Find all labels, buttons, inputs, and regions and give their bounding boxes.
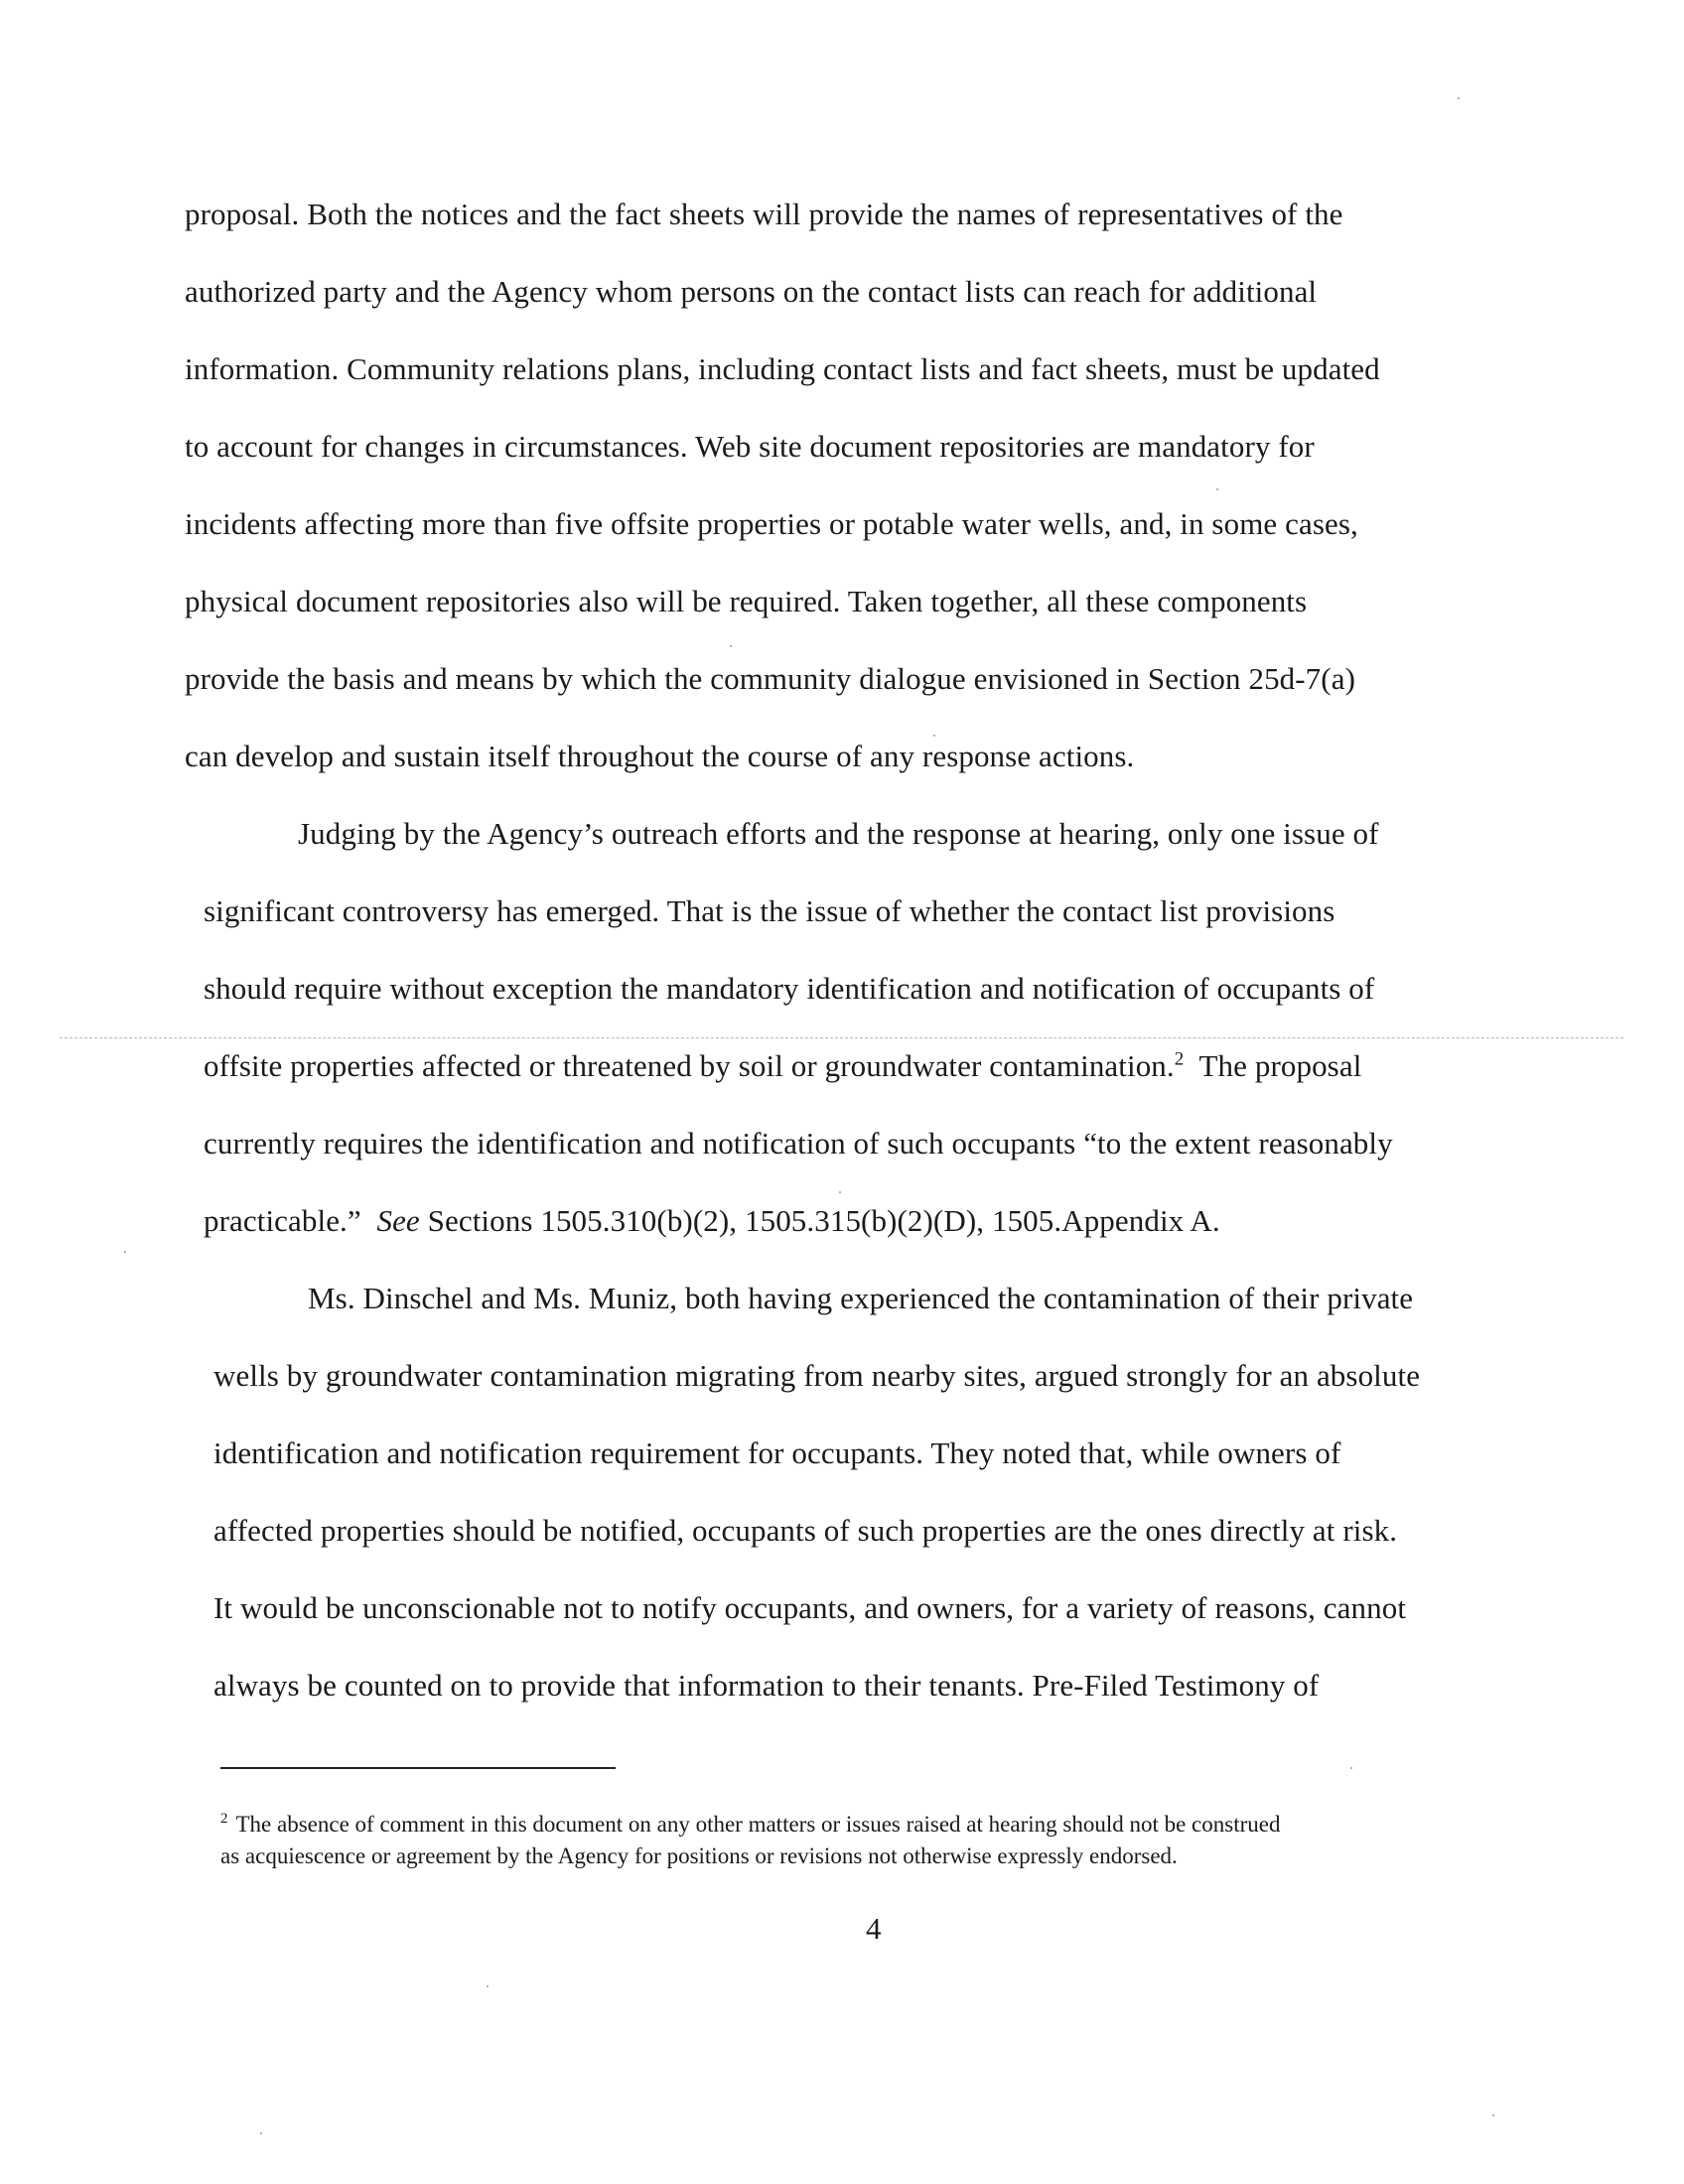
body-text-line: currently requires the identification and notification of such occupants “to the extent reasonably bbox=[204, 1126, 1393, 1160]
scan-speck bbox=[487, 1985, 489, 1987]
body-text-line: authorized party and the Agency whom persons on the contact lists can reach for additional bbox=[185, 274, 1318, 309]
footnote-number: 2 bbox=[220, 1811, 228, 1828]
body-text-segment: The proposal bbox=[1184, 1048, 1362, 1083]
scan-speck bbox=[124, 1251, 126, 1253]
body-text-line: can develop and sustain itself throughout the course of any response actions. bbox=[185, 739, 1135, 773]
footnote bbox=[220, 1809, 1511, 1872]
body-text-line: proposal. Both the notices and the fact sheets will provide the names of representatives of the bbox=[185, 197, 1343, 231]
scan-speck bbox=[730, 645, 732, 647]
body-text-segment: practicable.” bbox=[204, 1203, 377, 1238]
body-text-segment: Sections 1505.310(b)(2), 1505.315(b)(2)(D), 1505.Appendix A. bbox=[419, 1203, 1220, 1238]
body-text-line: should require without exception the mandatory identification and notification of occupants of bbox=[204, 971, 1375, 1006]
scan-speck bbox=[260, 2132, 262, 2134]
body-text-line: information. Community relations plans, including contact lists and fact sheets, must be updated bbox=[185, 351, 1380, 386]
scan-speck bbox=[1216, 488, 1218, 490]
body-text-segment: offsite properties affected or threatened by soil or groundwater contamination. bbox=[204, 1048, 1175, 1083]
footnote-line bbox=[220, 1809, 1511, 1841]
page-number: 4 bbox=[866, 1911, 882, 1946]
scan-speck bbox=[1492, 2115, 1494, 2116]
body-text-line: It would be unconscionable not to notify occupants, and owners, for a variety of reasons, cannot bbox=[213, 1590, 1407, 1625]
body-text-line: physical document repositories also will be required. Taken together, all these components bbox=[185, 584, 1308, 618]
body-text-line: Ms. Dinschel and Ms. Muniz, both having experienced the contamination of their private bbox=[308, 1281, 1414, 1315]
body-text-line: identification and notification requirement for occupants. They noted that, while owners of bbox=[213, 1435, 1341, 1470]
footnote-reference: 2 bbox=[1174, 1048, 1185, 1070]
footnote-line: as acquiescence or agreement by the Agency for positions or revisions not otherwise expressly endorsed. bbox=[220, 1843, 1178, 1868]
body-text-line: always be counted on to provide that information to their tenants. Pre-Filed Testimony of bbox=[213, 1668, 1320, 1703]
body-text-line: Judging by the Agency’s outreach efforts and the response at hearing, only one issue of bbox=[298, 816, 1379, 851]
body-text-line bbox=[204, 1048, 1361, 1084]
footnote-text: The absence of comment in this document on any other matters or issues raised at hearing should not be construed bbox=[235, 1812, 1281, 1837]
scan-artifact-line bbox=[60, 1037, 1623, 1038]
body-text-line: significant controversy has emerged. That is the issue of whether the contact list provisions bbox=[204, 893, 1335, 928]
scan-speck bbox=[933, 735, 935, 737]
scan-speck bbox=[1350, 1767, 1352, 1769]
body-text-line: wells by groundwater contamination migrating from nearby sites, argued strongly for an absolute bbox=[213, 1358, 1421, 1393]
scan-speck bbox=[1458, 97, 1460, 99]
body-text-line bbox=[204, 1203, 1220, 1239]
body-text-line: incidents affecting more than five offsite properties or potable water wells, and, in some cases, bbox=[185, 506, 1358, 541]
scan-speck bbox=[839, 1191, 841, 1193]
body-text-line: provide the basis and means by which the community dialogue envisioned in Section 25d-7(a) bbox=[185, 661, 1355, 696]
citation-signal: See bbox=[376, 1203, 420, 1238]
body-text-line: affected properties should be notified, occupants of such properties are the ones directly at risk. bbox=[213, 1513, 1398, 1548]
footnote-separator bbox=[220, 1767, 616, 1769]
body-text-line: to account for changes in circumstances. Web site document repositories are mandatory for bbox=[185, 429, 1315, 464]
